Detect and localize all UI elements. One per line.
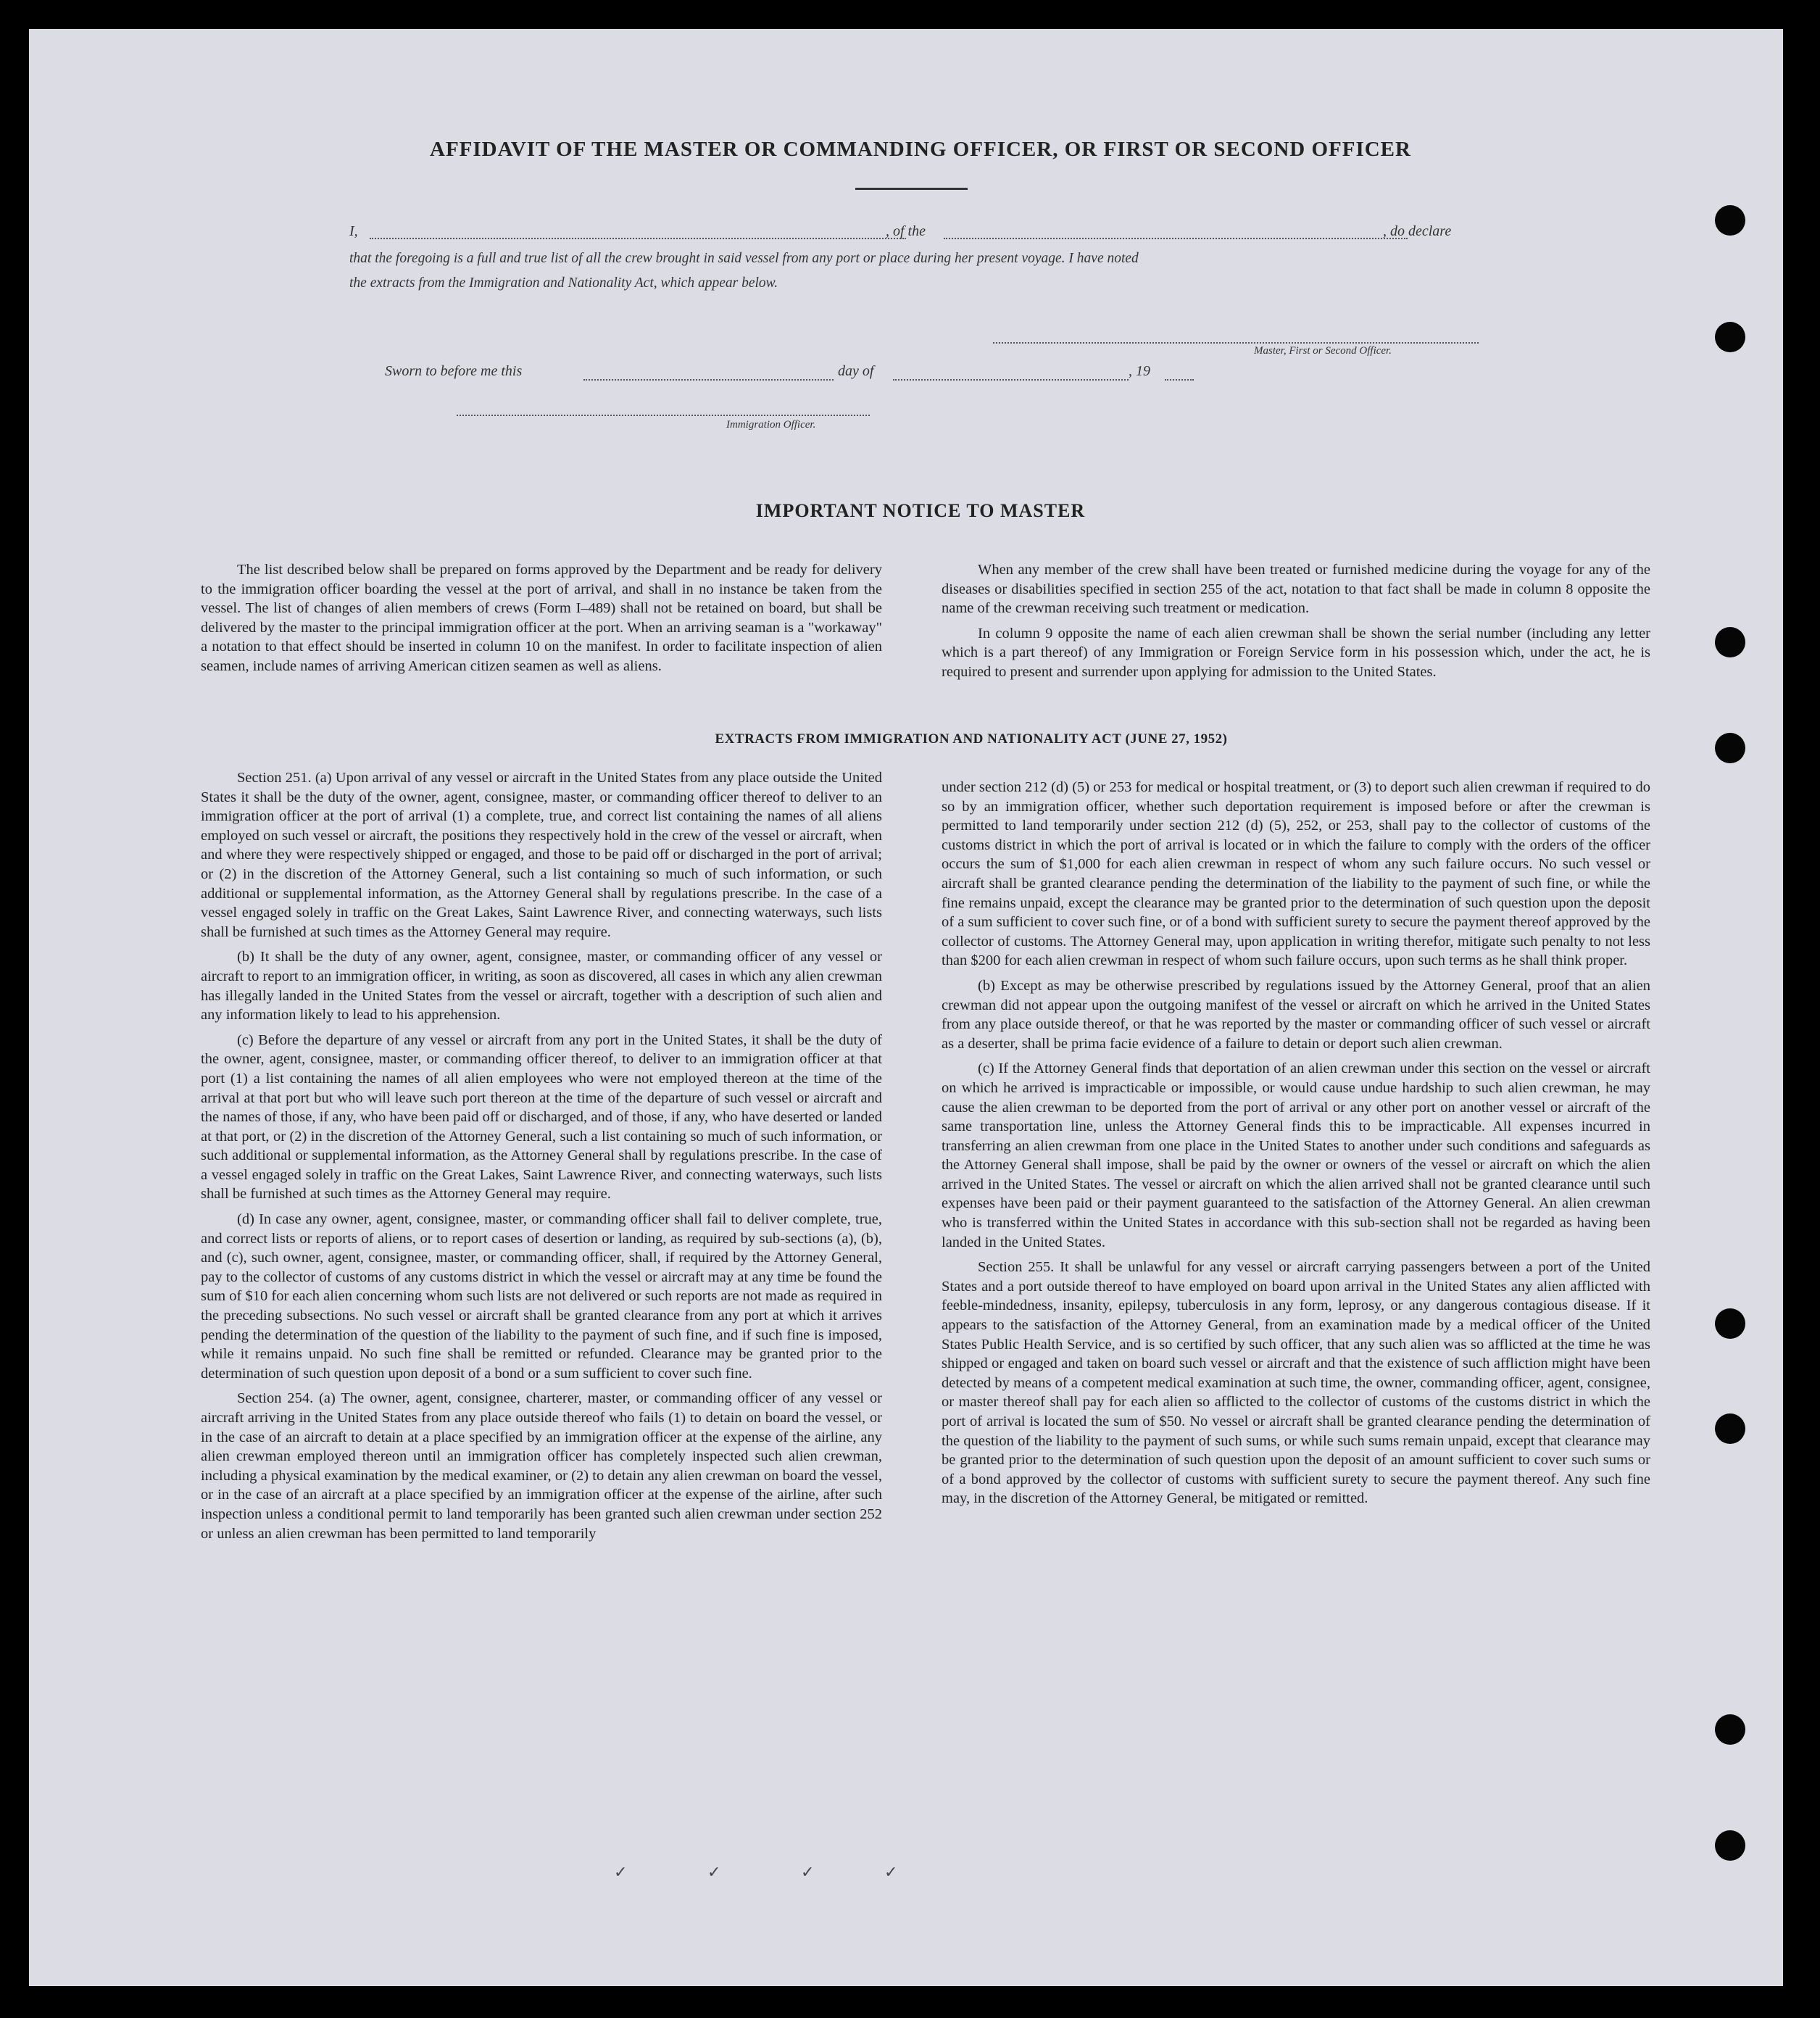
- extracts-title: EXTRACTS FROM IMMIGRATION AND NATIONALITY ACT (JUNE 27, 1952): [715, 731, 1228, 747]
- section-251-b: (b) It shall be the duty of any owner, agent, consignee, master, or commanding officer of any vessel or aircraft to report to an immigration officer, in writing, as soon as discovered, all cases in which any alien crewman has illegally landed in the United States from the vessel or aircraft, together with a description of such alien and any information likely to lead to his apprehension.: [201, 949, 882, 1023]
- binder-hole-7: [1715, 1714, 1745, 1745]
- check-mark: ✓: [707, 1863, 721, 1881]
- year-text: , 19: [1129, 363, 1150, 379]
- binder-hole-5: [1715, 1308, 1745, 1339]
- title-rule: [855, 188, 968, 190]
- vessel-blank: [944, 238, 1408, 239]
- immigration-officer-label: Immigration Officer.: [726, 419, 816, 431]
- check-mark: ✓: [801, 1863, 815, 1881]
- officer-signature-line: [457, 415, 870, 416]
- affidavit-declare: , do declare: [1383, 223, 1452, 239]
- name-blank: [370, 238, 906, 239]
- section-251-d: (d) In case any owner, agent, consignee, master, or commanding officer shall fail to deliver complete, true, and correct lists or reports of aliens, or to report cases of desertion or landing, as required by sub-sections (a), (b), and (c), such owner, agent, consignee, master, or commanding officer, shall, if required by the Attorney General, pay to the collector of customs of any customs district in which the vessel or aircraft may at any time be found the sum of $10 for each alien concerning whom such lists are not delivered or such reports are not made as required in the preceding subsections. No such vessel or aircraft shall be granted clearance from any port at which it arrives pending the determination of the question of the liability to the payment of such fine, and if such fine is imposed, while it remains unpaid. No such fine shall be remitted or refunded. Clearance may be granted prior to the determination of such question upon deposit of a bond or a sum sufficient to cover such fine.: [201, 1211, 882, 1382]
- section-255: Section 255. It shall be unlawful for any vessel or aircraft carrying passengers between a port of the United States and a port outside thereof to have employed on board upon arrival in the United States any alien afflicted with feeble-mindedness, insanity, epilepsy, tuberculosis in any form, leprosy, or any dangerous contagious disease. If it appears to the satisfaction of the Attorney General, from an examination made by a medical officer of the United States Public Health Service, and is so certified by such officer, that any such alien was so afflicted at the time he was shipped or engaged and taken on board such vessel or aircraft and that the existence of such affliction might have been detected by means of a competent medical examination at such time, the owner, commanding officer, agent, consignee, or master thereof shall pay for each alien so afflicted to the collector of customs of the customs district in which the port of arrival is located the sum of $50. No vessel or aircraft shall be granted clearance pending the determination of the question of the liability to the payment of such sums, or while such sums remain unpaid, except that clearance may be granted prior to the determination of such question upon the deposit of an amount sufficient to cover such sums or of a bond approved by the collector of customs with sufficient surety to secure the payment thereof. Any such fine may, in the discretion of the Attorney General, be mitigated or remitted.: [942, 1259, 1650, 1507]
- notice-right-paragraph-1: When any member of the crew shall have been treated or furnished medicine during the voyage for any of the diseases or disabilities specified in section 255 of the act, notation to that fact shall be made in column 8 opposite the name of the crewman receiving such treatment or medication.: [942, 562, 1650, 617]
- notice-left-column: [201, 560, 882, 676]
- affidavit-line2: that the foregoing is a full and true list of all the crew brought in said vessel from any port or place during her present voyage. I have noted: [349, 251, 1139, 266]
- master-label: Master, First or Second Officer.: [1254, 345, 1392, 357]
- binder-hole-2: [1715, 322, 1745, 352]
- binder-hole-1: [1715, 205, 1745, 236]
- affidavit-title: AFFIDAVIT OF THE MASTER OR COMMANDING OFFICER, OR FIRST OR SECOND OFFICER: [430, 138, 1411, 161]
- sworn-text: Sworn to before me this: [385, 363, 523, 379]
- check-mark: ✓: [884, 1863, 898, 1881]
- document-page: [29, 29, 1783, 1986]
- notice-right-column: [942, 560, 1650, 682]
- sworn-day-blank: [583, 379, 834, 381]
- sworn-month-blank: [893, 379, 1129, 381]
- day-of-text: day of: [838, 363, 874, 379]
- affidavit-i: I,: [349, 223, 358, 239]
- check-mark: ✓: [614, 1863, 628, 1881]
- binder-hole-6: [1715, 1413, 1745, 1444]
- master-signature-line: [993, 342, 1479, 344]
- sworn-year-blank: [1165, 379, 1194, 381]
- notice-left-paragraph: The list described below shall be prepared on forms approved by the Department and be ready for delivery to the immigration officer boarding the vessel at the port of arrival, and shall in no instance be taken from the vessel. The list of changes of alien members of crews (Form I–489) shall not be retained on board, but shall be delivered by the master to the principal immigration officer at the port. When an arriving seaman is a "workaway" a notation to that effect should be inserted in column 10 on the manifest. In order to facilitate inspection of alien seamen, include names of arriving American citizen seamen as well as aliens.: [201, 562, 882, 674]
- notice-right-paragraph-2: In column 9 opposite the name of each alien crewman shall be shown the serial number (including any letter which is a part thereof) of any Immigration or Foreign Service form in his possession which, under the act, he is required to present and surrender upon applying for admission to the United States.: [942, 625, 1650, 680]
- section-254-c: (c) If the Attorney General finds that deportation of an alien crewman under this section on the vessel or aircraft on which he arrived is impracticable or impossible, or would cause undue hardship to such alien crewman, he may cause the alien crewman to be deported from the port of arrival or any other port on another vessel or aircraft of the same transportation line, unless the Attorney General finds this to be impracticable. All expenses incurred in transferring an alien crewman from one place in the United States to another under such conditions and safeguards as the Attorney General shall impose, shall be paid by the owner or owners of the vessel or aircraft on which the alien arrived in the United States. The vessel or aircraft on which the alien arrived shall not be granted clearance until such expenses have been paid or their payment guaranteed to the satisfaction of the Attorney General. An alien crewman who is transferred within the United States in accordance with this sub-section shall not be regarded as having been landed in the United States.: [942, 1060, 1650, 1250]
- affidavit-of-the: , of the: [886, 223, 926, 239]
- section-251-c: (c) Before the departure of any vessel or aircraft from any port in the United States, it shall be the duty of the owner, agent, consignee, master, or commanding officer thereof, to deliver to an immigration officer at that port (1) a list containing the names of all alien employees who were not employed thereon at the time of the arrival at that port but who will leave such port thereon at the time of the departure of such vessel or aircraft and the names of those, if any, who have been paid off or discharged, and of those, if any, who have deserted or landed at that port, or (2) in the discretion of the Attorney General, such a list containing so much of such information, or such additional or supplemental information, as the Attorney General shall by regulations prescribe. In the case of a vessel engaged solely in traffic on the Great Lakes, Saint Lawrence River, and connecting waterways, such lists shall be furnished at such times as the Attorney General may require.: [201, 1031, 882, 1203]
- extracts-left-column: [201, 768, 882, 1543]
- affidavit-line3: the extracts from the Immigration and Nationality Act, which appear below.: [349, 275, 778, 291]
- section-251-a: Section 251. (a) Upon arrival of any vessel or aircraft in the United States from any place outside the United States it shall be the duty of the owner, agent, consignee, master, or commanding officer thereof to deliver to an immigration officer at the port of arrival (1) a complete, true, and correct list containing the names of all aliens employed on such vessel or aircraft, the positions they respectively hold in the crew of the vessel or aircraft, when and where they were respectively shipped or engaged, and those to be paid off or discharged in the port of arrival; or (2) in the discretion of the Attorney General, such a list containing so much of such information, or such additional or supplemental information, as the Attorney General shall by regulations prescribe. In the case of a vessel engaged solely in traffic on the Great Lakes, Saint Lawrence River, and connecting waterways, such lists shall be furnished at such times as the Attorney General may require.: [201, 770, 882, 940]
- binder-hole-3: [1715, 627, 1745, 657]
- section-254-b: (b) Except as may be otherwise prescribed by regulations issued by the Attorney General, proof that an alien crewman did not appear upon the outgoing manifest of the vessel or aircraft on which he arrived in the United States from any place outside thereof, or that he was reported by the master or commanding officer of such vessel or aircraft as a deserter, shall be prima facie evidence of a failure to detain or deport such alien crewman.: [942, 977, 1650, 1052]
- notice-title: IMPORTANT NOTICE TO MASTER: [755, 500, 1086, 521]
- extracts-right-column: [942, 778, 1650, 1508]
- section-254-a: Section 254. (a) The owner, agent, consignee, charterer, master, or commanding officer of any vessel or aircraft arriving in the United States from any place outside thereof who fails (1) to detain on board the vessel, or in the case of an aircraft to detain at a place specified by an immigration officer at the expense of the airline, any alien crewman employed thereon until an immigration officer has completely inspected such alien crewman, including a physical examination by the medical examiner, or (2) to detain any alien crewman on board the vessel, or in the case of an aircraft at a place specified by an immigration officer at the expense of the airline, after such inspection unless a conditional permit to land temporarily has been granted such alien crewman under section 252 or unless an alien crewman has been permitted to land temporarily: [201, 1390, 882, 1542]
- section-254-a-continued: under section 212 (d) (5) or 253 for medical or hospital treatment, or (3) to deport such alien crewman if required to do so by an immigration officer, whether such deportation requirement is imposed before or after the crewman is permitted to land temporarily under section 212 (d) (5), 252, or 253, shall pay to the collector of customs of the customs district in which the port of arrival is located or in which the failure to comply with the orders of the officer occurs the sum of $1,000 for each alien crewman in respect of whom any such failure occurs. No such vessel or aircraft shall be granted clearance pending the determination of the liability to the payment of such fine, or while the fine remains unpaid, except the clearance may be granted prior to the determination of such question upon the deposit of a sum sufficient to cover such fine, or of a bond with sufficient surety to secure the payment thereof approved by the collector of customs. The Attorney General may, upon application in writing therefor, mitigate such penalty to not less than $200 for each alien crewman in respect of whom such failure occurs, upon such terms as he shall think proper.: [942, 779, 1650, 969]
- binder-hole-8: [1715, 1830, 1745, 1861]
